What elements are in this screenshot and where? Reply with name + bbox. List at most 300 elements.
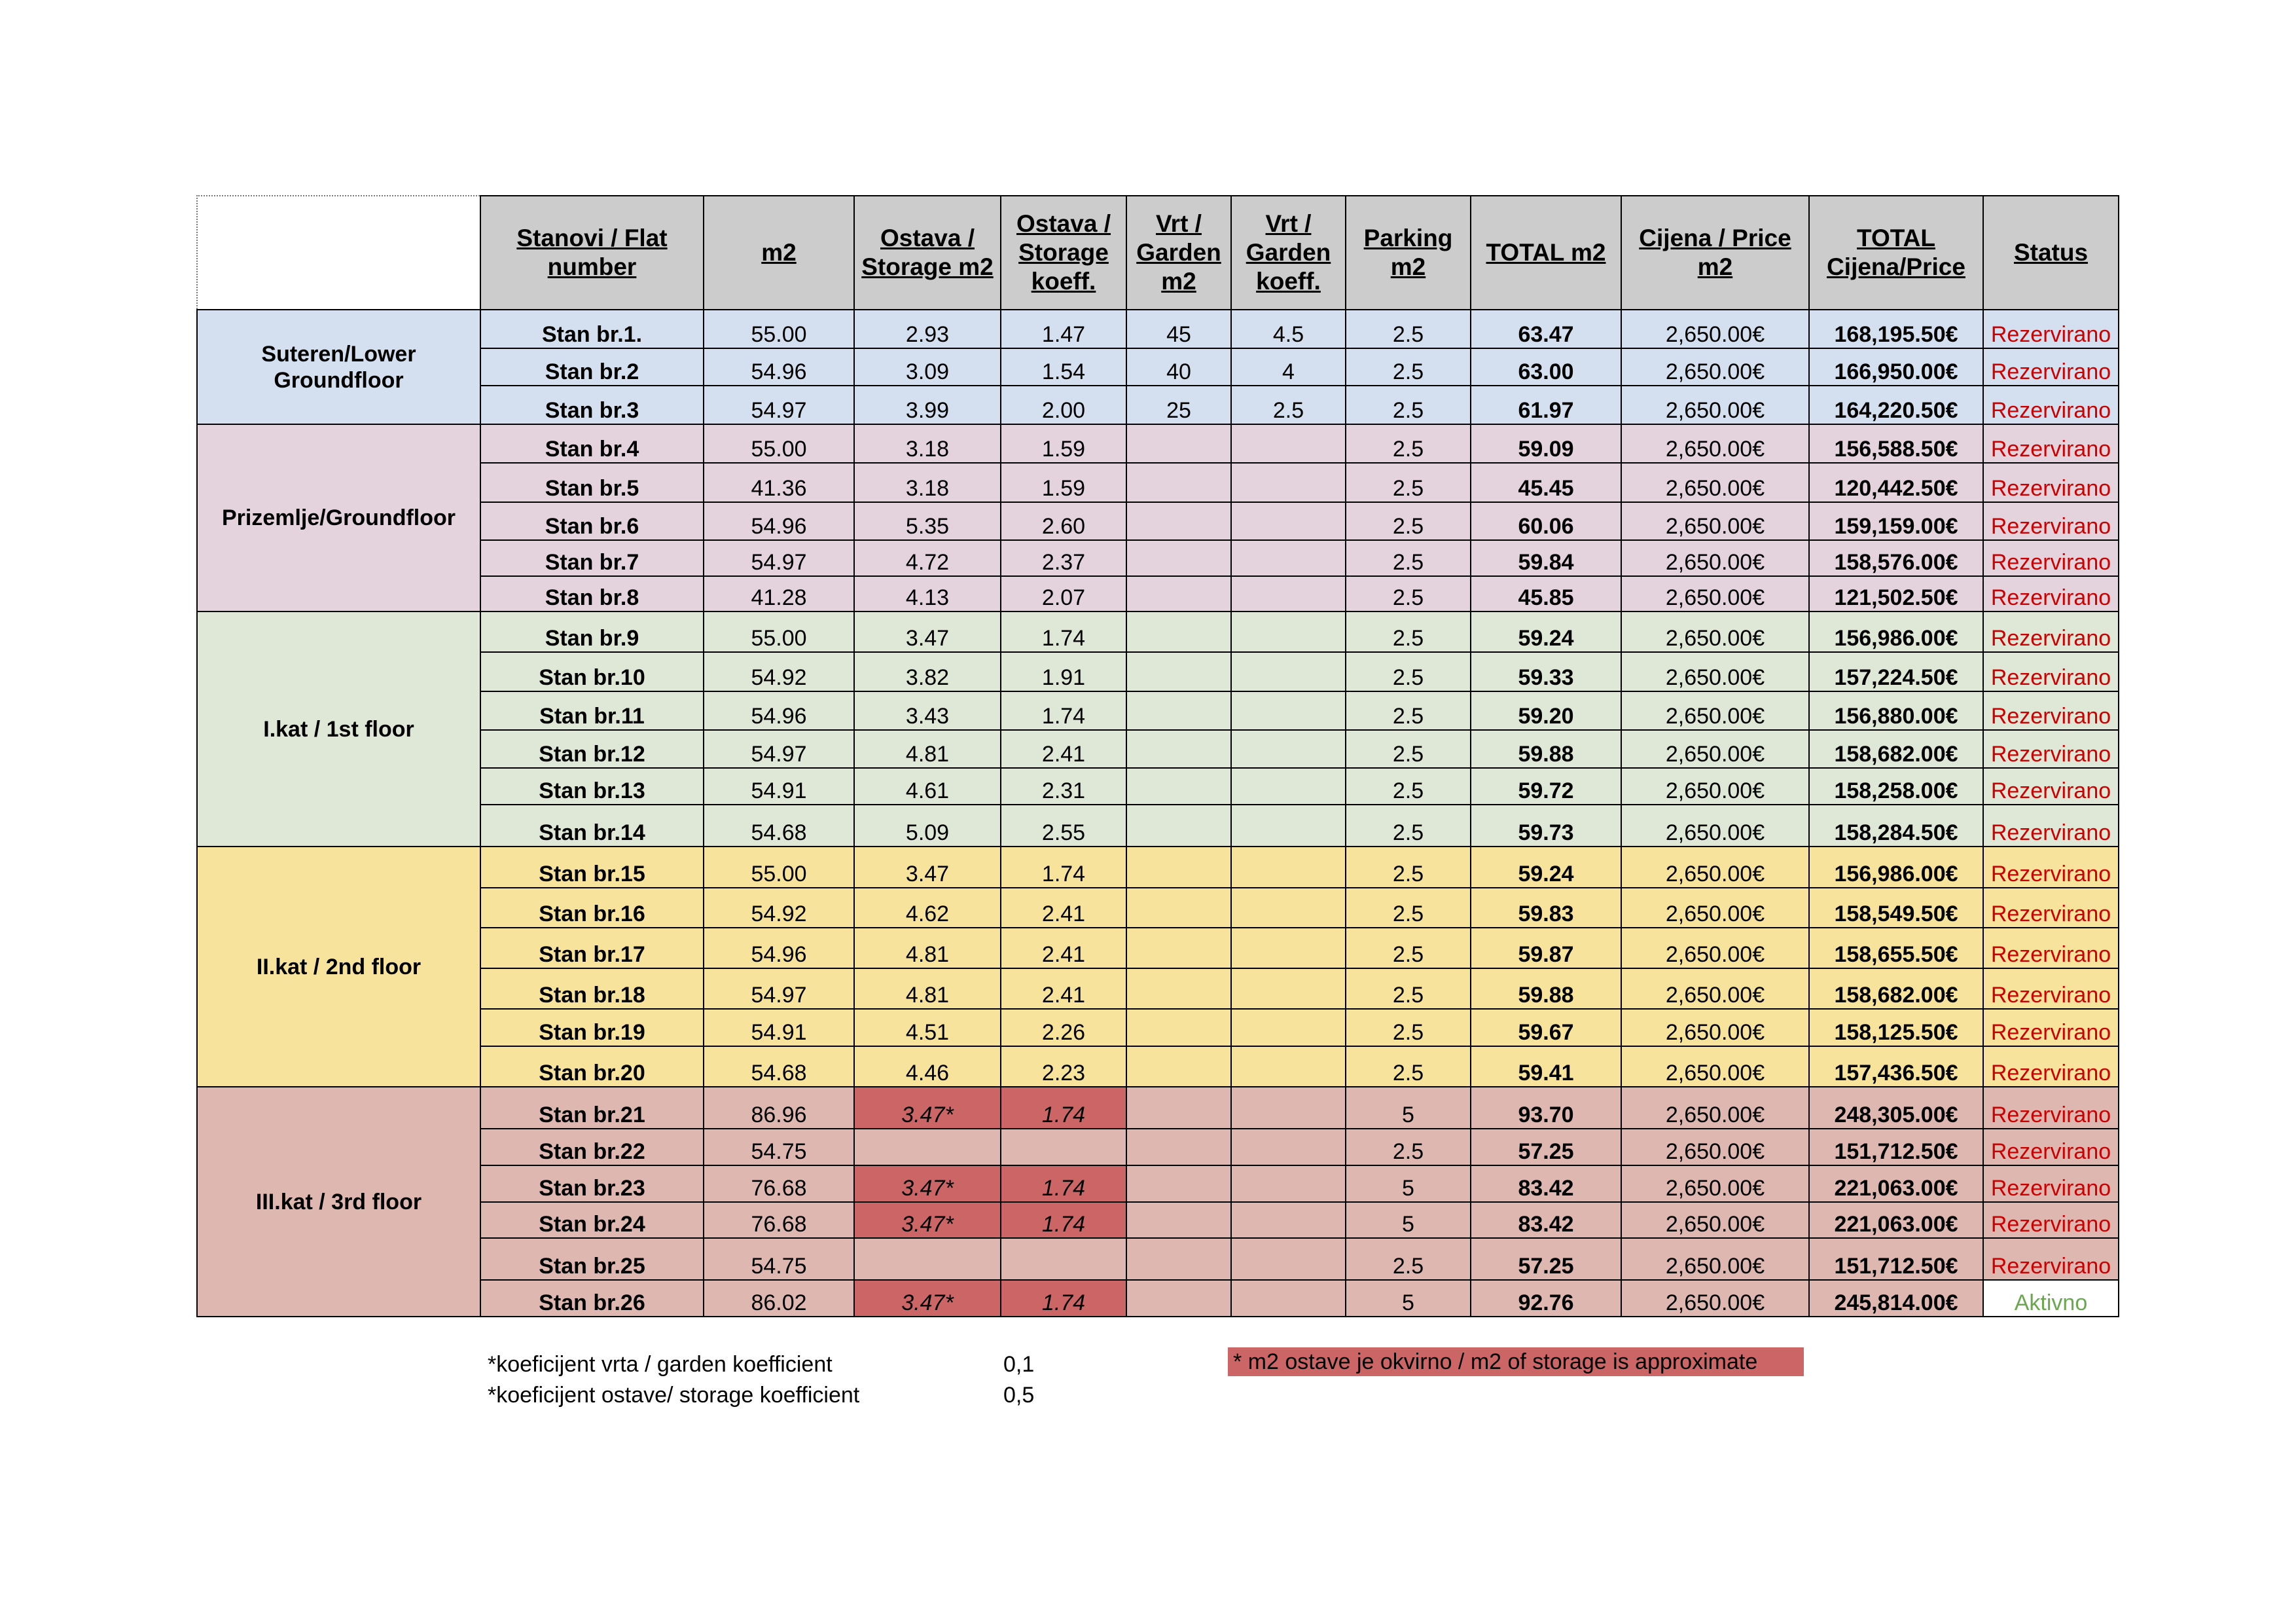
storage-koeff-cell: 1.47 xyxy=(1001,310,1126,348)
table-row xyxy=(197,768,2119,805)
garden-m2-cell xyxy=(1126,1202,1231,1238)
flat-number-cell: Stan br.15 xyxy=(480,847,704,888)
status-cell: Rezervirano xyxy=(1983,1165,2119,1202)
storage-koeff-cell: 2.41 xyxy=(1001,928,1126,968)
storage-koeff-cell: 1.74 xyxy=(1001,611,1126,652)
parking-cell: 2.5 xyxy=(1346,928,1471,968)
total-m2-cell: 59.83 xyxy=(1471,888,1621,928)
storage-m2-cell: 3.82 xyxy=(854,652,1001,691)
m2-cell: 54.68 xyxy=(704,1046,854,1087)
parking-cell: 2.5 xyxy=(1346,1046,1471,1087)
header-flat-number: Stanovi / Flat number xyxy=(480,196,704,310)
garden-m2-cell xyxy=(1126,968,1231,1009)
storage-koeff-cell: 2.23 xyxy=(1001,1046,1126,1087)
flat-number-cell: Stan br.18 xyxy=(480,968,704,1009)
storage-m2-cell: 4.13 xyxy=(854,576,1001,611)
m2-cell: 55.00 xyxy=(704,310,854,348)
flat-number-cell: Stan br.10 xyxy=(480,652,704,691)
table-row xyxy=(197,1238,2119,1280)
flat-number-cell: Stan br.7 xyxy=(480,540,704,576)
garden-koeff-cell xyxy=(1231,968,1346,1009)
total-m2-cell: 59.24 xyxy=(1471,611,1621,652)
garden-m2-cell xyxy=(1126,1165,1231,1202)
garden-koeff-cell xyxy=(1231,730,1346,768)
floor-label: Suteren/Lower Groundfloor xyxy=(197,310,480,424)
garden-koeff-cell: 4.5 xyxy=(1231,310,1346,348)
header-parking-m2: Parking m2 xyxy=(1346,196,1471,310)
garden-koeff-cell: 4 xyxy=(1231,348,1346,386)
garden-koeff-cell xyxy=(1231,1009,1346,1046)
garden-koeff-cell xyxy=(1231,1238,1346,1280)
price-m2-cell: 2,650.00€ xyxy=(1621,1129,1809,1165)
parking-cell: 5 xyxy=(1346,1165,1471,1202)
parking-cell: 2.5 xyxy=(1346,847,1471,888)
m2-cell: 54.75 xyxy=(704,1238,854,1280)
total-price-cell: 158,655.50€ xyxy=(1809,928,1983,968)
m2-cell: 54.96 xyxy=(704,502,854,540)
price-m2-cell: 2,650.00€ xyxy=(1621,805,1809,847)
m2-cell: 86.02 xyxy=(704,1280,854,1317)
flat-number-cell: Stan br.25 xyxy=(480,1238,704,1280)
garden-koeff-cell xyxy=(1231,888,1346,928)
status-cell: Rezervirano xyxy=(1983,768,2119,805)
storage-koeff-cell: 1.74 xyxy=(1001,691,1126,730)
total-price-cell: 151,712.50€ xyxy=(1809,1238,1983,1280)
flat-number-cell: Stan br.11 xyxy=(480,691,704,730)
storage-koeff-cell xyxy=(1001,1129,1126,1165)
price-m2-cell: 2,650.00€ xyxy=(1621,463,1809,502)
storage-m2-cell: 3.47* xyxy=(854,1280,1001,1317)
storage-koeff-cell: 1.74 xyxy=(1001,1165,1126,1202)
storage-m2-cell: 4.51 xyxy=(854,1009,1001,1046)
m2-cell: 54.68 xyxy=(704,805,854,847)
total-price-cell: 121,502.50€ xyxy=(1809,576,1983,611)
total-price-cell: 157,224.50€ xyxy=(1809,652,1983,691)
header-garden-m2: Vrt / Garden m2 xyxy=(1126,196,1231,310)
m2-cell: 54.91 xyxy=(704,768,854,805)
garden-m2-cell xyxy=(1126,691,1231,730)
total-m2-cell: 59.24 xyxy=(1471,847,1621,888)
storage-m2-cell: 4.81 xyxy=(854,730,1001,768)
parking-cell: 2.5 xyxy=(1346,652,1471,691)
storage-m2-cell: 3.47* xyxy=(854,1087,1001,1129)
parking-cell: 2.5 xyxy=(1346,348,1471,386)
total-m2-cell: 59.09 xyxy=(1471,424,1621,463)
table-row xyxy=(197,463,2119,502)
header-row xyxy=(197,196,2119,310)
m2-cell: 54.92 xyxy=(704,652,854,691)
total-price-cell: 158,125.50€ xyxy=(1809,1009,1983,1046)
header-storage-koeff: Ostava / Storage koeff. xyxy=(1001,196,1126,310)
flat-number-cell: Stan br.14 xyxy=(480,805,704,847)
storage-koeff-cell: 1.74 xyxy=(1001,1202,1126,1238)
storage-koeff-cell: 1.59 xyxy=(1001,463,1126,502)
garden-m2-cell xyxy=(1126,463,1231,502)
m2-cell: 41.36 xyxy=(704,463,854,502)
m2-cell: 76.68 xyxy=(704,1202,854,1238)
parking-cell: 2.5 xyxy=(1346,968,1471,1009)
table-row xyxy=(197,1046,2119,1087)
total-price-cell: 156,880.00€ xyxy=(1809,691,1983,730)
floor-label: II.kat / 2nd floor xyxy=(197,847,480,1087)
storage-koeff-cell: 2.07 xyxy=(1001,576,1126,611)
total-m2-cell: 93.70 xyxy=(1471,1087,1621,1129)
storage-koeff-cell: 2.55 xyxy=(1001,805,1126,847)
table-row xyxy=(197,1009,2119,1046)
table-row xyxy=(197,502,2119,540)
total-m2-cell: 63.00 xyxy=(1471,348,1621,386)
price-m2-cell: 2,650.00€ xyxy=(1621,611,1809,652)
parking-cell: 2.5 xyxy=(1346,805,1471,847)
m2-cell: 54.75 xyxy=(704,1129,854,1165)
status-cell: Rezervirano xyxy=(1983,805,2119,847)
storage-m2-cell: 3.18 xyxy=(854,463,1001,502)
parking-cell: 2.5 xyxy=(1346,463,1471,502)
storage-koeff-cell: 1.91 xyxy=(1001,652,1126,691)
parking-cell: 5 xyxy=(1346,1202,1471,1238)
status-cell: Rezervirano xyxy=(1983,1046,2119,1087)
storage-m2-cell: 3.43 xyxy=(854,691,1001,730)
total-price-cell: 157,436.50€ xyxy=(1809,1046,1983,1087)
status-cell: Rezervirano xyxy=(1983,540,2119,576)
total-m2-cell: 59.87 xyxy=(1471,928,1621,968)
storage-m2-cell: 4.46 xyxy=(854,1046,1001,1087)
table-row xyxy=(197,805,2119,847)
status-cell: Rezervirano xyxy=(1983,611,2119,652)
storage-m2-cell xyxy=(854,1129,1001,1165)
table-row xyxy=(197,540,2119,576)
parking-cell: 2.5 xyxy=(1346,424,1471,463)
table-row xyxy=(197,888,2119,928)
garden-koeff-cell xyxy=(1231,805,1346,847)
garden-m2-cell xyxy=(1126,502,1231,540)
storage-m2-cell: 3.99 xyxy=(854,386,1001,424)
storage-koeff-cell: 1.74 xyxy=(1001,847,1126,888)
garden-koeff-cell xyxy=(1231,1087,1346,1129)
table-body xyxy=(197,310,2119,1317)
table-row xyxy=(197,424,2119,463)
total-m2-cell: 59.88 xyxy=(1471,968,1621,1009)
storage-koeff-cell: 1.54 xyxy=(1001,348,1126,386)
garden-m2-cell xyxy=(1126,805,1231,847)
garden-m2-cell xyxy=(1126,768,1231,805)
status-cell: Rezervirano xyxy=(1983,576,2119,611)
floor-label: Prizemlje/Groundfloor xyxy=(197,424,480,611)
garden-koeff-cell xyxy=(1231,424,1346,463)
flat-number-cell: Stan br.6 xyxy=(480,502,704,540)
note-storage-koeff-label: *koeficijent ostave/ storage koefficient xyxy=(488,1383,860,1408)
parking-cell: 2.5 xyxy=(1346,1009,1471,1046)
price-m2-cell: 2,650.00€ xyxy=(1621,386,1809,424)
status-cell: Rezervirano xyxy=(1983,386,2119,424)
garden-m2-cell xyxy=(1126,1129,1231,1165)
flat-number-cell: Stan br.24 xyxy=(480,1202,704,1238)
status-cell: Rezervirano xyxy=(1983,348,2119,386)
total-m2-cell: 59.88 xyxy=(1471,730,1621,768)
total-m2-cell: 92.76 xyxy=(1471,1280,1621,1317)
price-m2-cell: 2,650.00€ xyxy=(1621,348,1809,386)
note-garden-koeff-value: 0,1 xyxy=(1003,1352,1035,1377)
total-m2-cell: 83.42 xyxy=(1471,1202,1621,1238)
total-price-cell: 164,220.50€ xyxy=(1809,386,1983,424)
price-m2-cell: 2,650.00€ xyxy=(1621,1280,1809,1317)
total-price-cell: 156,986.00€ xyxy=(1809,847,1983,888)
garden-koeff-cell: 2.5 xyxy=(1231,386,1346,424)
table-row xyxy=(197,691,2119,730)
flat-number-cell: Stan br.1. xyxy=(480,310,704,348)
storage-koeff-cell: 2.60 xyxy=(1001,502,1126,540)
flat-number-cell: Stan br.21 xyxy=(480,1087,704,1129)
status-cell: Rezervirano xyxy=(1983,1238,2119,1280)
price-m2-cell: 2,650.00€ xyxy=(1621,1202,1809,1238)
flat-number-cell: Stan br.22 xyxy=(480,1129,704,1165)
total-price-cell: 159,159.00€ xyxy=(1809,502,1983,540)
storage-koeff-cell: 2.00 xyxy=(1001,386,1126,424)
garden-koeff-cell xyxy=(1231,463,1346,502)
m2-cell: 55.00 xyxy=(704,611,854,652)
total-m2-cell: 60.06 xyxy=(1471,502,1621,540)
price-m2-cell: 2,650.00€ xyxy=(1621,888,1809,928)
storage-koeff-cell: 1.59 xyxy=(1001,424,1126,463)
m2-cell: 54.92 xyxy=(704,888,854,928)
price-m2-cell: 2,650.00€ xyxy=(1621,540,1809,576)
storage-koeff-cell: 2.31 xyxy=(1001,768,1126,805)
m2-cell: 55.00 xyxy=(704,424,854,463)
parking-cell: 2.5 xyxy=(1346,576,1471,611)
floor-label: I.kat / 1st floor xyxy=(197,611,480,847)
flat-number-cell: Stan br.13 xyxy=(480,768,704,805)
parking-cell: 2.5 xyxy=(1346,888,1471,928)
storage-m2-cell: 5.09 xyxy=(854,805,1001,847)
status-cell: Rezervirano xyxy=(1983,310,2119,348)
table-row xyxy=(197,847,2119,888)
garden-koeff-cell xyxy=(1231,1280,1346,1317)
status-cell: Rezervirano xyxy=(1983,652,2119,691)
header-storage-m2: Ostava / Storage m2 xyxy=(854,196,1001,310)
parking-cell: 2.5 xyxy=(1346,691,1471,730)
table-row xyxy=(197,348,2119,386)
garden-koeff-cell xyxy=(1231,1202,1346,1238)
m2-cell: 54.96 xyxy=(704,691,854,730)
total-price-cell: 221,063.00€ xyxy=(1809,1165,1983,1202)
flat-number-cell: Stan br.3 xyxy=(480,386,704,424)
flat-number-cell: Stan br.2 xyxy=(480,348,704,386)
flat-number-cell: Stan br.19 xyxy=(480,1009,704,1046)
garden-koeff-cell xyxy=(1231,1165,1346,1202)
storage-koeff-cell: 2.41 xyxy=(1001,730,1126,768)
table-row xyxy=(197,928,2119,968)
price-m2-cell: 2,650.00€ xyxy=(1621,1046,1809,1087)
m2-cell: 54.96 xyxy=(704,928,854,968)
table-row xyxy=(197,310,2119,348)
flat-number-cell: Stan br.8 xyxy=(480,576,704,611)
total-m2-cell: 63.47 xyxy=(1471,310,1621,348)
garden-koeff-cell xyxy=(1231,652,1346,691)
header-total-m2: TOTAL m2 xyxy=(1471,196,1621,310)
flat-number-cell: Stan br.4 xyxy=(480,424,704,463)
total-m2-cell: 59.84 xyxy=(1471,540,1621,576)
total-m2-cell: 61.97 xyxy=(1471,386,1621,424)
m2-cell: 54.97 xyxy=(704,730,854,768)
storage-m2-cell: 4.61 xyxy=(854,768,1001,805)
table-row xyxy=(197,1165,2119,1202)
garden-m2-cell xyxy=(1126,540,1231,576)
storage-m2-cell: 3.47 xyxy=(854,847,1001,888)
total-m2-cell: 57.25 xyxy=(1471,1238,1621,1280)
status-cell: Rezervirano xyxy=(1983,1129,2119,1165)
table-row xyxy=(197,1202,2119,1238)
garden-m2-cell xyxy=(1126,424,1231,463)
header-status: Status xyxy=(1983,196,2119,310)
price-m2-cell: 2,650.00€ xyxy=(1621,1009,1809,1046)
price-m2-cell: 2,650.00€ xyxy=(1621,928,1809,968)
flat-number-cell: Stan br.5 xyxy=(480,463,704,502)
total-price-cell: 248,305.00€ xyxy=(1809,1087,1983,1129)
price-m2-cell: 2,650.00€ xyxy=(1621,730,1809,768)
price-m2-cell: 2,650.00€ xyxy=(1621,768,1809,805)
table-row xyxy=(197,576,2119,611)
table-row xyxy=(197,386,2119,424)
flat-number-cell: Stan br.12 xyxy=(480,730,704,768)
garden-koeff-cell xyxy=(1231,928,1346,968)
m2-cell: 54.97 xyxy=(704,968,854,1009)
status-cell: Rezervirano xyxy=(1983,968,2119,1009)
total-m2-cell: 59.72 xyxy=(1471,768,1621,805)
parking-cell: 5 xyxy=(1346,1280,1471,1317)
status-cell: Rezervirano xyxy=(1983,730,2119,768)
garden-m2-cell: 40 xyxy=(1126,348,1231,386)
price-m2-cell: 2,650.00€ xyxy=(1621,502,1809,540)
flat-number-cell: Stan br.9 xyxy=(480,611,704,652)
price-m2-cell: 2,650.00€ xyxy=(1621,652,1809,691)
parking-cell: 2.5 xyxy=(1346,310,1471,348)
header-m2: m2 xyxy=(704,196,854,310)
status-cell: Rezervirano xyxy=(1983,424,2119,463)
table-row xyxy=(197,1280,2119,1317)
garden-m2-cell xyxy=(1126,1087,1231,1129)
total-price-cell: 158,258.00€ xyxy=(1809,768,1983,805)
storage-m2-cell: 3.47* xyxy=(854,1165,1001,1202)
garden-m2-cell xyxy=(1126,1009,1231,1046)
storage-koeff-cell: 2.26 xyxy=(1001,1009,1126,1046)
flat-number-cell: Stan br.26 xyxy=(480,1280,704,1317)
garden-koeff-cell xyxy=(1231,847,1346,888)
header-corner-cell xyxy=(197,196,480,310)
garden-m2-cell xyxy=(1126,611,1231,652)
total-m2-cell: 59.41 xyxy=(1471,1046,1621,1087)
total-m2-cell: 59.20 xyxy=(1471,691,1621,730)
total-price-cell: 120,442.50€ xyxy=(1809,463,1983,502)
total-price-cell: 166,950.00€ xyxy=(1809,348,1983,386)
garden-m2-cell xyxy=(1126,730,1231,768)
m2-cell: 41.28 xyxy=(704,576,854,611)
garden-koeff-cell xyxy=(1231,1046,1346,1087)
total-m2-cell: 45.85 xyxy=(1471,576,1621,611)
m2-cell: 54.96 xyxy=(704,348,854,386)
note-storage-koeff-value: 0,5 xyxy=(1003,1383,1035,1408)
total-m2-cell: 59.33 xyxy=(1471,652,1621,691)
storage-koeff-cell: 2.41 xyxy=(1001,968,1126,1009)
status-cell: Rezervirano xyxy=(1983,691,2119,730)
total-m2-cell: 83.42 xyxy=(1471,1165,1621,1202)
apartment-price-table xyxy=(196,195,2119,1317)
garden-m2-cell xyxy=(1126,1238,1231,1280)
total-price-cell: 158,682.00€ xyxy=(1809,730,1983,768)
total-m2-cell: 59.73 xyxy=(1471,805,1621,847)
storage-m2-cell: 2.93 xyxy=(854,310,1001,348)
status-cell: Rezervirano xyxy=(1983,1087,2119,1129)
total-m2-cell: 45.45 xyxy=(1471,463,1621,502)
total-price-cell: 158,682.00€ xyxy=(1809,968,1983,1009)
table-row xyxy=(197,1129,2119,1165)
m2-cell: 54.97 xyxy=(704,386,854,424)
garden-koeff-cell xyxy=(1231,576,1346,611)
storage-m2-cell: 4.62 xyxy=(854,888,1001,928)
total-m2-cell: 59.67 xyxy=(1471,1009,1621,1046)
table-row xyxy=(197,968,2119,1009)
note-garden-koeff-label: *koeficijent vrta / garden koefficient xyxy=(488,1352,833,1377)
header-price-m2: Cijena / Price m2 xyxy=(1621,196,1809,310)
garden-m2-cell xyxy=(1126,928,1231,968)
garden-koeff-cell xyxy=(1231,1129,1346,1165)
parking-cell: 2.5 xyxy=(1346,540,1471,576)
status-cell: Rezervirano xyxy=(1983,1009,2119,1046)
total-price-cell: 245,814.00€ xyxy=(1809,1280,1983,1317)
garden-m2-cell xyxy=(1126,576,1231,611)
garden-koeff-cell xyxy=(1231,502,1346,540)
storage-koeff-cell: 1.74 xyxy=(1001,1087,1126,1129)
parking-cell: 2.5 xyxy=(1346,1238,1471,1280)
price-m2-cell: 2,650.00€ xyxy=(1621,310,1809,348)
parking-cell: 2.5 xyxy=(1346,768,1471,805)
storage-m2-cell: 3.18 xyxy=(854,424,1001,463)
m2-cell: 55.00 xyxy=(704,847,854,888)
price-m2-cell: 2,650.00€ xyxy=(1621,1087,1809,1129)
storage-m2-cell: 3.09 xyxy=(854,348,1001,386)
table-row xyxy=(197,1087,2119,1129)
m2-cell: 54.97 xyxy=(704,540,854,576)
flat-number-cell: Stan br.23 xyxy=(480,1165,704,1202)
status-cell: Rezervirano xyxy=(1983,502,2119,540)
price-m2-cell: 2,650.00€ xyxy=(1621,1165,1809,1202)
garden-koeff-cell xyxy=(1231,611,1346,652)
note-storage-approximate: * m2 ostave je okvirno / m2 of storage is approximate xyxy=(1228,1347,1804,1376)
storage-m2-cell: 3.47 xyxy=(854,611,1001,652)
price-m2-cell: 2,650.00€ xyxy=(1621,691,1809,730)
garden-m2-cell: 45 xyxy=(1126,310,1231,348)
total-price-cell: 158,549.50€ xyxy=(1809,888,1983,928)
status-cell: Rezervirano xyxy=(1983,847,2119,888)
m2-cell: 86.96 xyxy=(704,1087,854,1129)
parking-cell: 2.5 xyxy=(1346,730,1471,768)
total-price-cell: 156,588.50€ xyxy=(1809,424,1983,463)
parking-cell: 5 xyxy=(1346,1087,1471,1129)
storage-m2-cell xyxy=(854,1238,1001,1280)
status-cell: Rezervirano xyxy=(1983,463,2119,502)
garden-m2-cell xyxy=(1126,1280,1231,1317)
header-total-price: TOTAL Cijena/Price xyxy=(1809,196,1983,310)
table-row xyxy=(197,611,2119,652)
total-price-cell: 151,712.50€ xyxy=(1809,1129,1983,1165)
total-price-cell: 156,986.00€ xyxy=(1809,611,1983,652)
total-price-cell: 158,284.50€ xyxy=(1809,805,1983,847)
floor-label: III.kat / 3rd floor xyxy=(197,1087,480,1317)
price-m2-cell: 2,650.00€ xyxy=(1621,1238,1809,1280)
storage-koeff-cell: 2.37 xyxy=(1001,540,1126,576)
status-cell: Rezervirano xyxy=(1983,888,2119,928)
price-m2-cell: 2,650.00€ xyxy=(1621,424,1809,463)
price-m2-cell: 2,650.00€ xyxy=(1621,576,1809,611)
